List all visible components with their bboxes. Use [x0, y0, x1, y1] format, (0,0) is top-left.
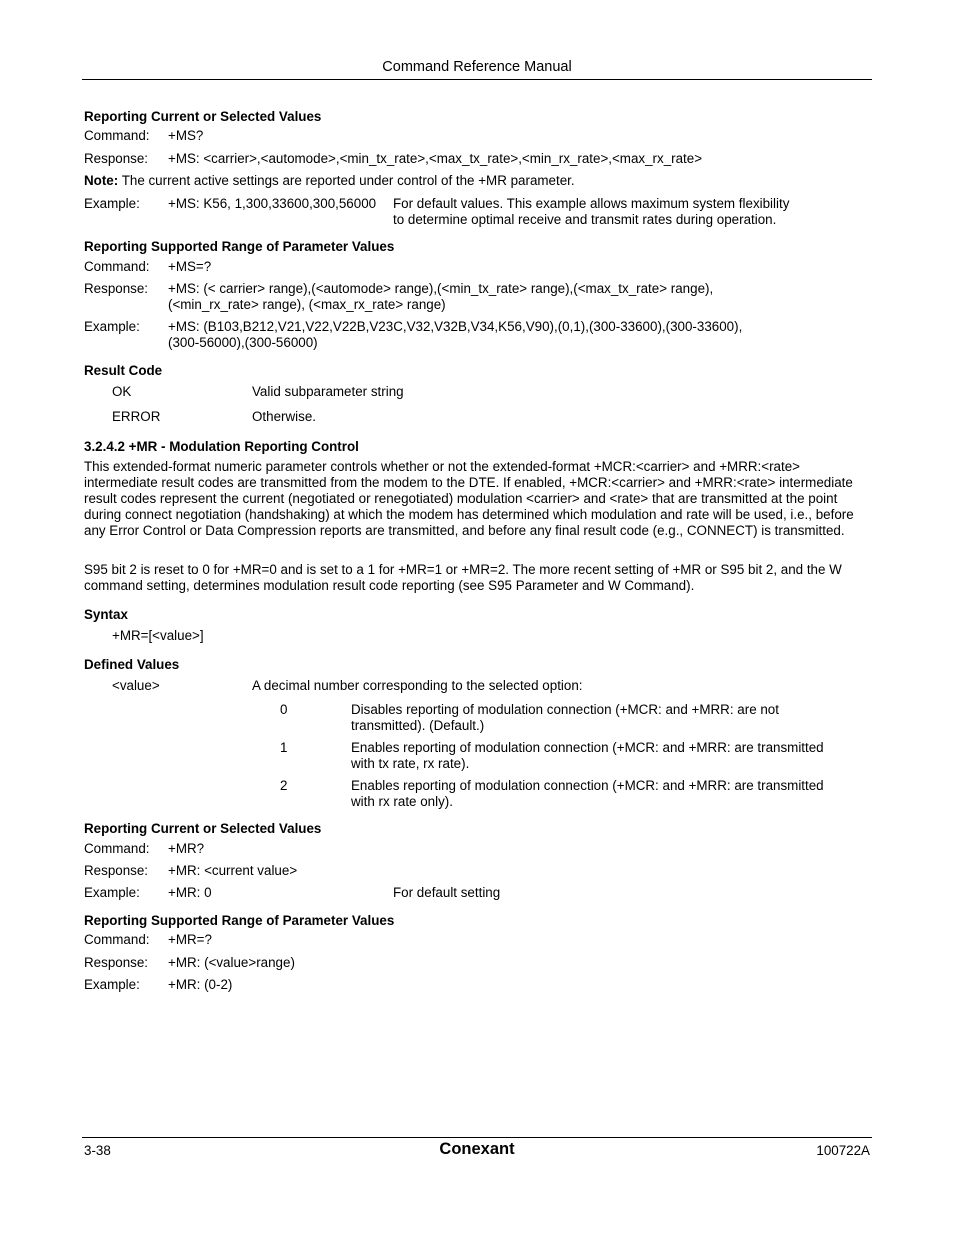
response-label: Response: [84, 955, 149, 970]
option-number: 0 [280, 702, 288, 717]
example-label: Example: [84, 319, 140, 334]
page-number: 3-38 [84, 1143, 111, 1158]
command-value: +MR=? [168, 932, 212, 947]
example-value: (300-56000),(300-56000) [168, 335, 318, 350]
parameter-description: A decimal number corresponding to the selected option: [252, 678, 583, 693]
note-label: Note: [84, 173, 119, 188]
example-label: Example: [84, 885, 140, 900]
example-description: For default setting [393, 885, 501, 900]
response-value: +MR: (<value>range) [168, 955, 295, 970]
response-value: +MS: (< carrier> range),(<automode> range),(<min_tx_rate> range),(<max_tx_rate> range), [168, 281, 714, 296]
parameter-name: <value> [112, 678, 160, 693]
example-value: +MS: K56, 1,300,33600,300,56000 [168, 196, 377, 211]
company-name: Conexant [439, 1140, 515, 1158]
example-label: Example: [84, 977, 140, 992]
running-header: Command Reference Manual [382, 59, 572, 75]
command-value: +MS? [168, 128, 204, 143]
result-meaning: Valid subparameter string [252, 384, 404, 399]
command-value: +MR? [168, 841, 205, 856]
result-code: ERROR [112, 409, 161, 424]
example-value: +MR: 0 [168, 885, 212, 900]
document-number: 100722A [816, 1143, 870, 1158]
example-value: +MS: (B103,B212,V21,V22,V22B,V23C,V32,V32B,V34,K56,V90),(0,1),(300-33600),(300-33600), [168, 319, 743, 334]
response-value: (<min_rx_rate> range), (<max_rx_rate> range) [168, 297, 446, 312]
footer-rule [82, 1137, 872, 1138]
option-description: transmitted). (Default.) [351, 718, 485, 733]
option-number: 1 [280, 740, 288, 755]
response-value: +MS: <carrier>,<automode>,<min_tx_rate>,<max_tx_rate>,<min_rx_rate>,<max_rx_rate> [168, 151, 703, 166]
body-paragraph: S95 bit 2 is reset to 0 for +MR=0 and is set to a 1 for +MR=1 or +MR=2. The more recent setting of +MR or S95 bit 2, and the W command setting, determines modulation result code reporting (see S95 Parameter and W Command). [84, 562, 842, 593]
body-paragraph: This extended-format numeric parameter controls whether or not the extended-format +MCR:<carrier> and +MRR:<rate> intermediate result codes are transmitted from the modem to the DTE. If enabled, +MCR:<carrier> and +MRR:<rate> intermediate result codes represent the current (negotiated or renegotiated) modulation <carrier> and <rate> that are transmitted at the point during connect negotiation (handshaking) at which the modem has determined which modulation and rate will be used, i.e., before any Error Control or Data Compression reports are transmitted, and before any final result code (e.g., CONNECT) is transmitted. [84, 459, 854, 538]
syntax-value: +MR=[<value>] [112, 628, 204, 643]
response-label: Response: [84, 863, 149, 878]
command-label: Command: [84, 128, 150, 143]
note [84, 173, 575, 189]
command-label: Command: [84, 932, 150, 947]
example-label: Example: [84, 196, 140, 211]
option-description: Disables reporting of modulation connection (+MCR: and +MRR: are not [351, 702, 779, 717]
section-heading: Reporting Supported Range of Parameter Values [84, 913, 395, 928]
section-heading: Reporting Current or Selected Values [84, 109, 322, 124]
response-value: +MR: <current value> [168, 863, 298, 878]
response-label: Response: [84, 151, 149, 166]
command-label: Command: [84, 259, 150, 274]
option-description: with rx rate only). [351, 794, 453, 809]
header-rule [82, 79, 872, 80]
option-description: with tx rate, rx rate). [351, 756, 470, 771]
example-description: to determine optimal receive and transmit rates during operation. [393, 212, 777, 227]
result-code: OK [112, 384, 132, 399]
example-description: For default values. This example allows maximum system flexibility [393, 196, 790, 211]
option-description: Enables reporting of modulation connection (+MCR: and +MRR: are transmitted [351, 740, 824, 755]
option-number: 2 [280, 778, 288, 793]
response-label: Response: [84, 281, 149, 296]
result-meaning: Otherwise. [252, 409, 316, 424]
section-heading: Reporting Current or Selected Values [84, 821, 322, 836]
section-heading: Defined Values [84, 657, 180, 672]
section-heading: Reporting Supported Range of Parameter Values [84, 239, 395, 254]
note-text: The current active settings are reported under control of the +MR parameter. [118, 173, 575, 188]
example-value: +MR: (0-2) [168, 977, 233, 992]
subsection-heading: 3.2.4.2 +MR - Modulation Reporting Control [84, 439, 359, 454]
option-description: Enables reporting of modulation connection (+MCR: and +MRR: are transmitted [351, 778, 824, 793]
section-heading: Result Code [84, 363, 163, 378]
command-label: Command: [84, 841, 150, 856]
section-heading: Syntax [84, 607, 128, 622]
command-value: +MS=? [168, 259, 212, 274]
